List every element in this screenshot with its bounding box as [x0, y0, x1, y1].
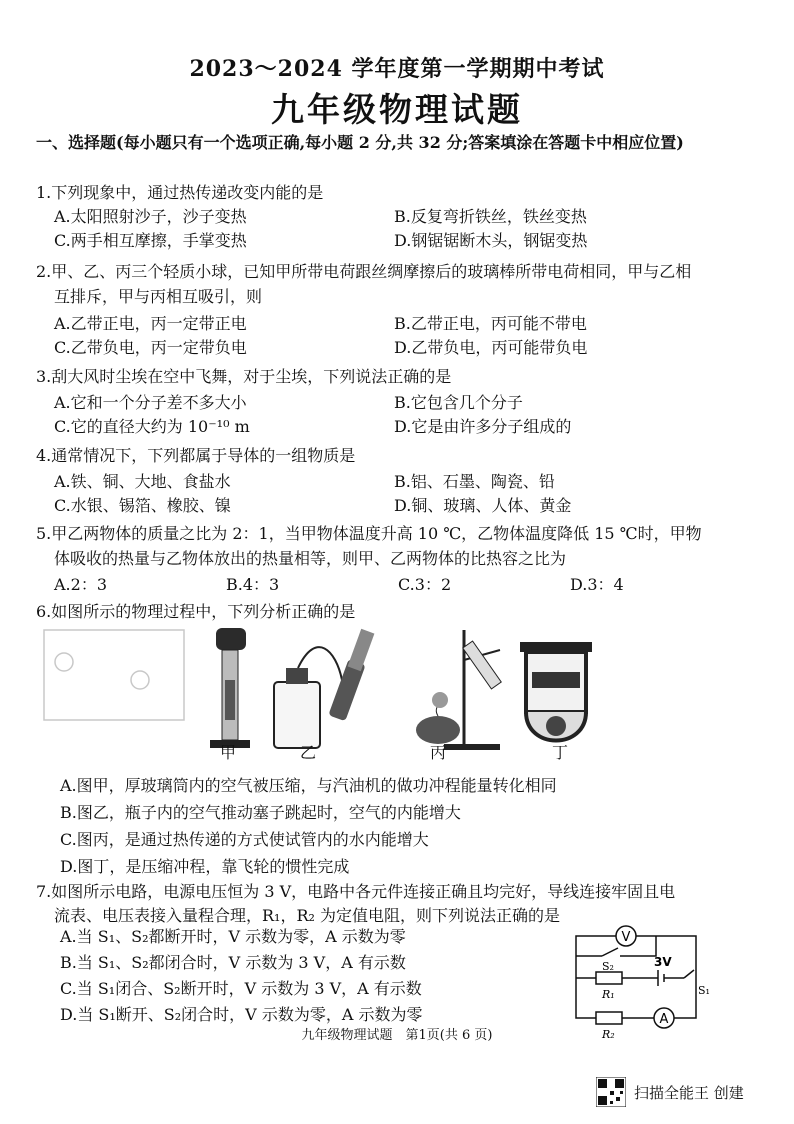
scanner-watermark-text: 扫描全能王 创建 — [634, 1083, 744, 1102]
question-5-options — [54, 573, 754, 597]
resistor-r2-label: R₂ — [602, 1028, 615, 1040]
option: A.2：3 — [54, 575, 108, 594]
voltmeter-label: V — [621, 930, 631, 945]
option: B.图乙，瓶子内的空气推动塞子跳起时，空气的内能增大 — [60, 803, 461, 822]
option: D.图丁，是压缩冲程，靠飞轮的惯性完成 — [60, 857, 350, 876]
question-4-options — [54, 470, 754, 518]
question-7-circuit — [566, 918, 714, 1040]
option: A.太阳照射沙子，沙子变热 — [54, 207, 247, 226]
figure-yi-bottle — [274, 629, 374, 748]
question-5-stem-1: 5.甲乙两物体的质量之比为 2：1，当甲物体温度升高 10 ℃，乙物体温度降低 15 ℃时，甲物 — [36, 524, 702, 543]
qr-code-icon — [596, 1077, 626, 1107]
option: B.它包含几个分子 — [394, 393, 523, 412]
question-7-options — [60, 924, 422, 1028]
option: D.3：4 — [570, 575, 624, 594]
question-7-stem-2: 流表、电压表接入量程合理，R₁，R₂ 为定值电阻，则下列说法正确的是 — [54, 906, 561, 925]
option: B.4：3 — [226, 575, 280, 594]
option: A.乙带正电，丙一定带正电 — [54, 314, 247, 333]
question-5-stem-2: 体吸收的热量与乙物体放出的热量相等，则甲、乙两物体的比热容之比为 — [54, 549, 567, 568]
option: A.图甲，厚玻璃筒内的空气被压缩，与汽油机的做功冲程能量转化相同 — [60, 776, 557, 795]
question-3-options — [54, 391, 754, 439]
question-7-stem-1: 7.如图所示电路，电源电压恒为 3 V，电路中各元件连接正确且均完好，导线连接牢固且电 — [36, 882, 676, 901]
option: C.水银、锡箔、橡胶、镍 — [54, 496, 231, 515]
question-6-options — [60, 772, 557, 880]
option: C.两手相互摩擦，手掌变热 — [54, 231, 247, 250]
source-label: 3V — [654, 955, 672, 969]
option: B.反复弯折铁丝，铁丝变热 — [394, 207, 587, 226]
option: C.3：2 — [398, 575, 452, 594]
option: D.铜、玻璃、人体、黄金 — [394, 496, 572, 515]
option: C.图丙，是通过热传递的方式使试管内的水内能增大 — [60, 830, 429, 849]
option: A.它和一个分子差不多大小 — [54, 393, 247, 412]
option: D.钢锯锯断木头，钢锯变热 — [394, 231, 588, 250]
question-6-figures — [36, 620, 596, 760]
question-6-stem: 6.如图所示的物理过程中，下列分析正确的是 — [36, 602, 356, 621]
option: D.乙带负电，丙可能带负电 — [394, 338, 588, 357]
option: C.它的直径大约为 10⁻¹⁰ m — [54, 417, 250, 436]
option: D.当 S₁断开、S₂闭合时，V 示数为零，A 示数为零 — [60, 1005, 423, 1024]
option: A.铁、铜、大地、食盐水 — [54, 472, 231, 491]
figure-ding-engine — [520, 642, 592, 741]
option: D.它是由许多分子组成的 — [394, 417, 572, 436]
question-4-stem: 4.通常情况下，下列都属于导体的一组物质是 — [36, 446, 356, 465]
resistor-r1-label: R₁ — [602, 988, 615, 1001]
option: C.乙带负电，丙一定带负电 — [54, 338, 247, 357]
option: B.铝、石墨、陶瓷、铅 — [394, 472, 555, 491]
subject-title: 九年级物理试题 — [271, 90, 523, 129]
ammeter-label: A — [659, 1012, 669, 1027]
figure-jia-syringe — [210, 628, 250, 748]
option: C.当 S₁闭合、S₂断开时，V 示数为 3 V，A 有示数 — [60, 979, 422, 998]
question-2-stem-2: 互排斥，甲与丙相互吸引，则 — [54, 287, 263, 306]
bleed-through-sketch — [44, 630, 184, 720]
fig-label-jia: 甲 — [220, 743, 237, 762]
question-1-stem: 1.下列现象中，通过热传递改变内能的是 — [36, 183, 324, 202]
fig-label-bing: 丙 — [430, 743, 447, 762]
switch-s2-label: S₂ — [602, 960, 614, 973]
exam-title: 2023～2024 学年度第一学期期中考试 — [189, 56, 605, 82]
option: A.当 S₁、S₂都断开时，V 示数为零，A 示数为零 — [60, 927, 406, 946]
question-3-stem: 3.刮大风时尘埃在空中飞舞，对于尘埃，下列说法正确的是 — [36, 367, 452, 386]
switch-s1-label: S₁ — [698, 984, 710, 997]
scanner-watermark — [596, 1076, 744, 1108]
fig-label-yi: 乙 — [300, 743, 317, 762]
question-2-stem-1: 2.甲、乙、丙三个轻质小球，已知甲所带电荷跟丝绸摩擦后的玻璃棒所带电荷相同，甲与乙相 — [36, 262, 692, 281]
option: B.当 S₁、S₂都闭合时，V 示数为 3 V，A 有示数 — [60, 953, 406, 972]
option: B.乙带正电，丙可能不带电 — [394, 314, 587, 333]
figure-bing-test-tube — [416, 630, 501, 750]
page-footer: 九年级物理试题 第1页(共 6 页) — [301, 1028, 493, 1043]
section-heading: 一、选择题(每小题只有一个选项正确,每小题 2 分,共 32 分;答案填涂在答题卡中相应位置) — [36, 133, 684, 152]
question-1-options — [54, 205, 754, 253]
question-2-options — [54, 312, 754, 360]
fig-label-ding: 丁 — [552, 743, 569, 762]
